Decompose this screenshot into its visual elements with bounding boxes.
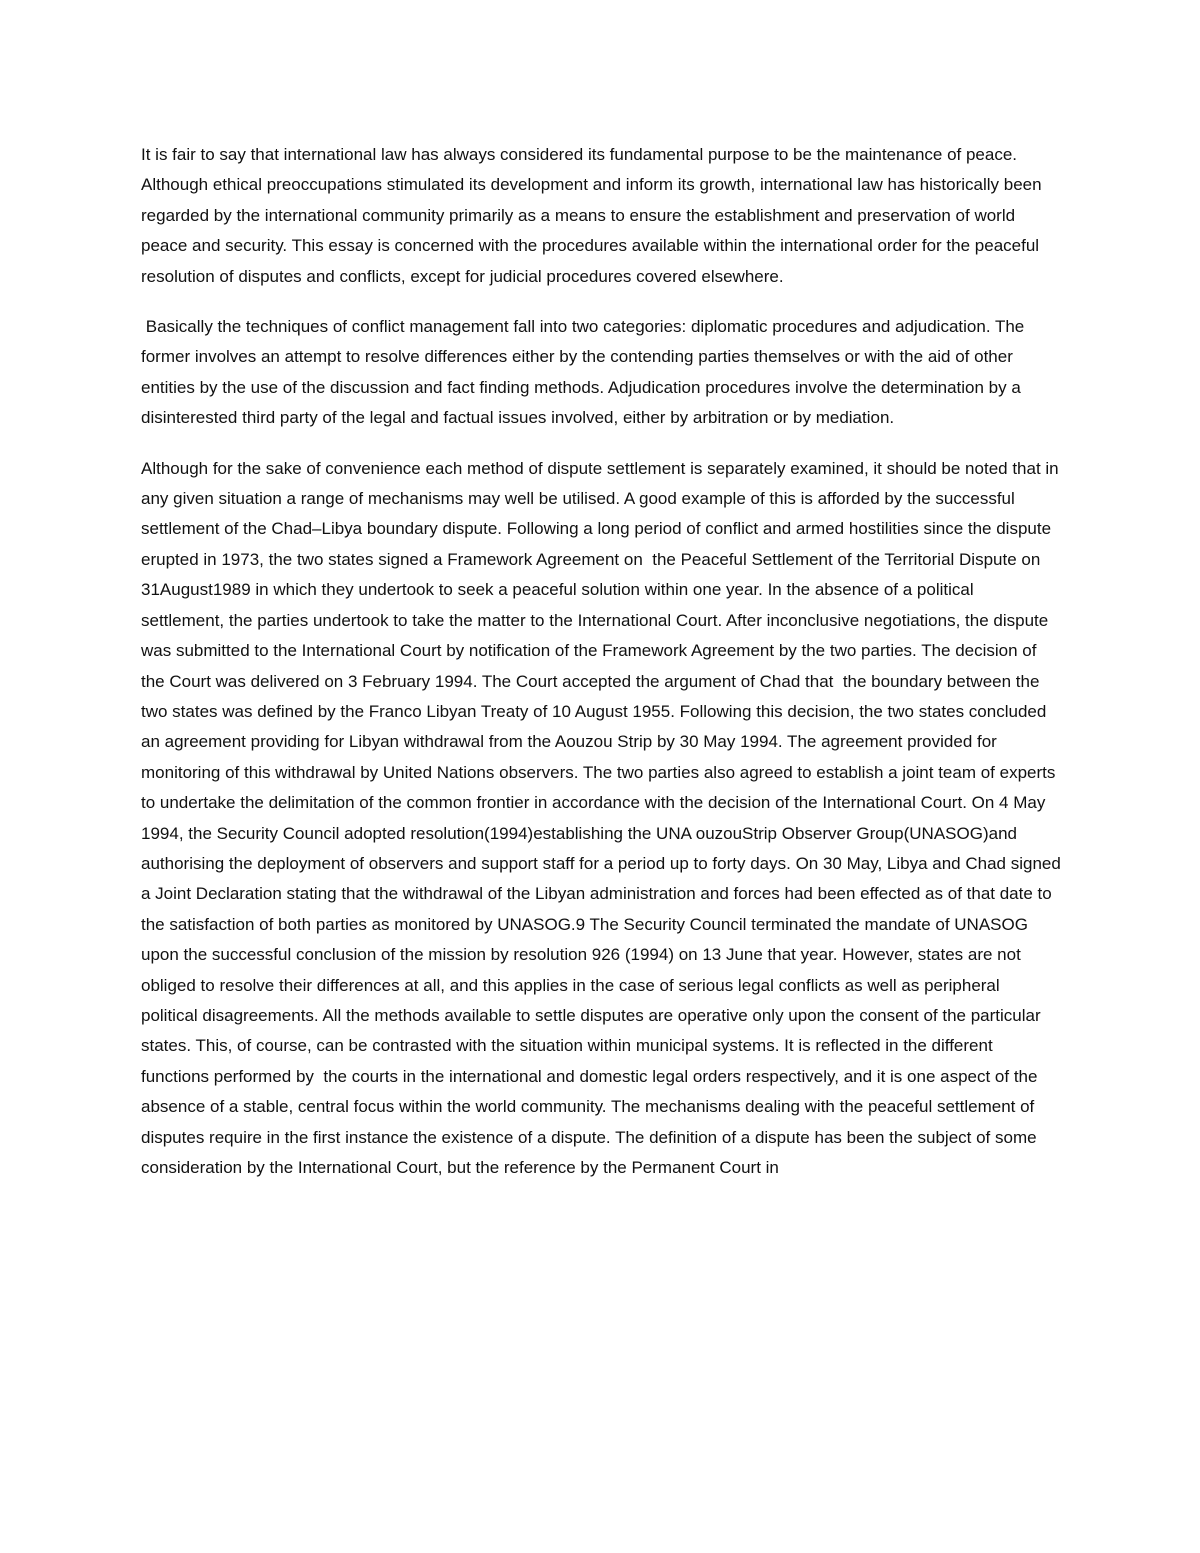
- document-body: [141, 140, 1066, 1203]
- paragraph-2: Basically the techniques of conflict management fall into two categories: diplomatic procedures and adjudication. The former involves an attempt to resolve differences either by the contending parties themselves or with the aid of other entities by the use of the discussion and fact finding methods. Adjudication procedures involve the determination by a disinterested third party of the legal and factual issues involved, either by arbitration or by mediation.: [141, 317, 1029, 428]
- paragraph-3: Although for the sake of convenience each method of dispute settlement is separately examined, it should be noted that in any given situation a range of mechanisms may well be utilised. A good example of this is afforded by the successful settlement of the Chad–Libya boundary dispute. Following a long period of conflict and armed hostilities since the dispute erupted in 1973, the two states signed a Framework Agreement on the Peaceful Settlement of the Territorial Dispute on 31August1989 in which they undertook to seek a peaceful solution within one year. In the absence of a political settlement, the parties undertook to take the matter to the International Court. After inconclusive negotiations, the dispute was submitted to the International Court by notification of the Framework Agreement by the two parties. The decision of the Court was delivered on 3 February 1994. The Court accepted the argument of Chad that the boundary between the two states was defined by the Franco Libyan Treaty of 10 August 1955. Following this decision, the two states concluded an agreement providing for Libyan withdrawal from the Aouzou Strip by 30 May 1994. The agreement provided for monitoring of this withdrawal by United Nations observers. The two parties also agreed to establish a joint team of experts to undertake the delimitation of the common frontier in accordance with the decision of the International Court. On 4 May 1994, the Security Council adopted resolution(1994)establishing the UNA ouzouStrip Observer Group(UNASOG)and authorising the deployment of observers and support staff for a period up to forty days. On 30 May, Libya and Chad signed a Joint Declaration stating that the withdrawal of the Libyan administration and forces had been effected as of that date to the satisfaction of both parties as monitored by UNASOG.9 The Security Council terminated the mandate of UNASOG upon the successful conclusion of the mission by resolution 926 (1994) on 13 June that year. However, states are not obliged to resolve their differences at all, and this applies in the case of serious legal conflicts as well as peripheral political disagreements. All the methods available to settle disputes are operative only upon the consent of the particular states. This, of course, can be contrasted with the situation within municipal systems. It is reflected in the different functions performed by the courts in the international and domestic legal orders respectively, and it is one aspect of the absence of a stable, central focus within the world community. The mechanisms dealing with the peaceful settlement of disputes require in the first instance the existence of a dispute. The definition of a dispute has been the subject of some consideration by the International Court, but the reference by the Permanent Court in: [141, 458, 1066, 1177]
- paragraph-1: It is fair to say that international law has always considered its fundamental purpose to be the maintenance of peace. Although ethical preoccupations stimulated its development and inform its growth, international law has historically been regarded by the international community primarily as a means to ensure the establishment and preservation of world peace and security. This essay is concerned with the procedures available within the international order for the peaceful resolution of disputes and conflicts, except for judicial procedures covered elsewhere.: [141, 145, 1047, 286]
